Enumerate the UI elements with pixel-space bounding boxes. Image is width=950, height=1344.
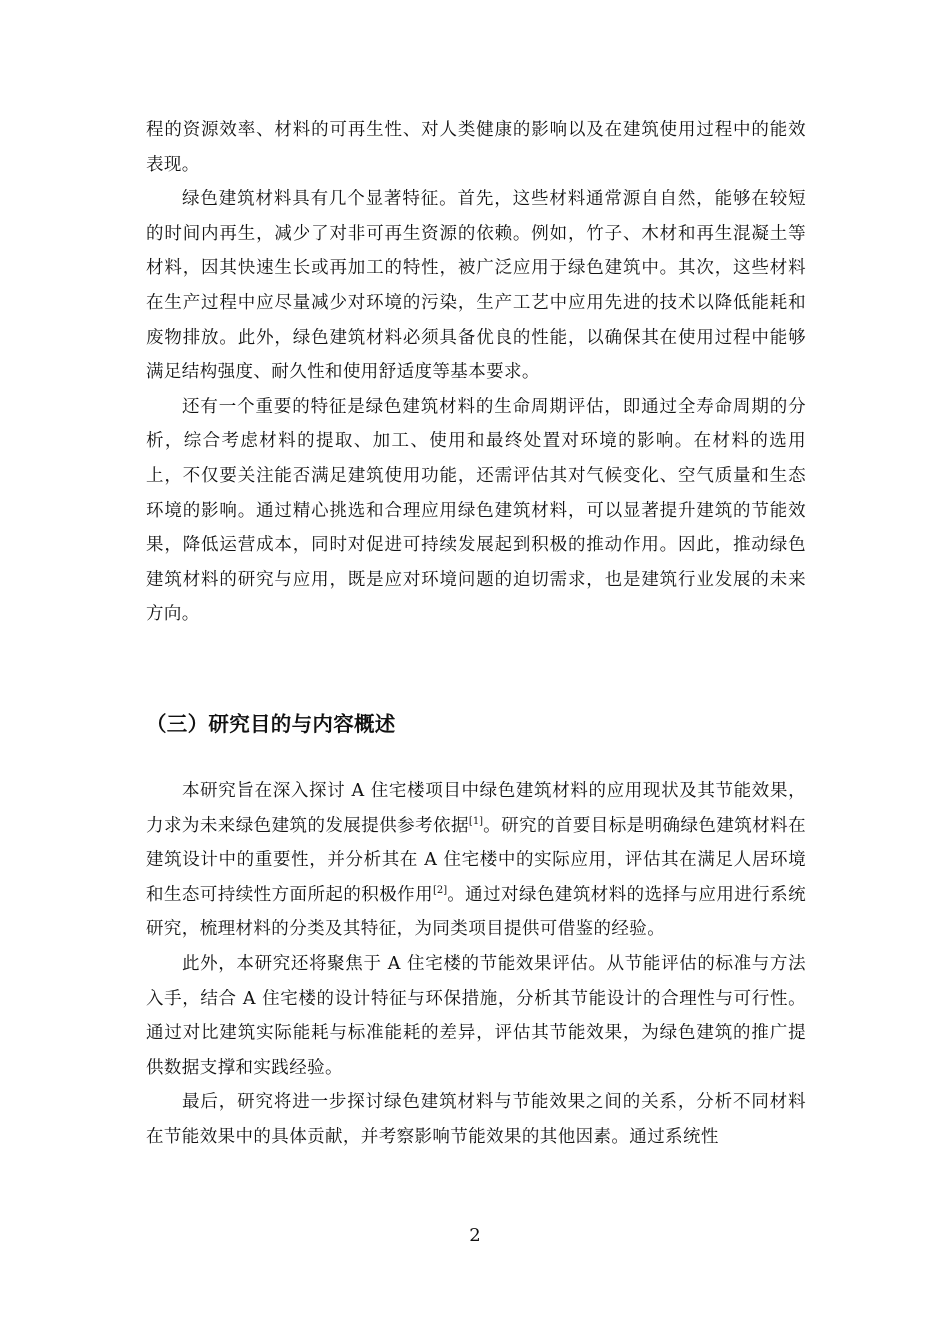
text-segment: 。通过对绿色建筑材料的选择与应用进行系统研究，梳理材料的分类及其特征，为同类项目提供可借鉴的经验。 [146,884,806,940]
text-segment: 本研究旨在深入探讨 A 住宅楼项目中绿色建筑材料的应用现状及其节能效果，力求为未来绿色建筑的发展提供参考依据 [146,781,806,836]
page-number: 2 [469,1225,481,1246]
citation-ref-2: [2] [433,884,448,896]
citation-ref-1: [1] [468,815,484,827]
paragraph-relationship-analysis: 最后，研究将进一步探讨绿色建筑材料与节能效果之间的关系，分析不同材料在节能效果中的具体贡献，并考察影响节能效果的其他因素。通过系统性 [146,1092,806,1147]
section-heading: （三）研究目的与内容概述 [146,712,396,736]
text-segment: 。研究的首要目标是明确绿色建筑材料在建筑设计中的重要性，并分析其在 A 住宅楼中的实际应用，评估其在满足人居环境和生态可持续性方面所起的积极作用 [146,815,807,905]
paragraph-lifecycle-assessment: 还有一个重要的特征是绿色建筑材料的生命周期评估，即通过全寿命周期的分析，综合考虑材料的提取、加工、使用和最终处置对环境的影响。在材料的选用上，不仅要关注能否满足建筑使用功能，还需评估其对气候变化、空气质量和生态环境的影响。通过精心挑选和合理应用绿色建筑材料，可以显著提升建筑的节能效果，降低运营成本，同时对促进可持续发展起到积极的推动作用。因此，推动绿色建筑材料的研究与应用，既是应对环境问题的迫切需求，也是建筑行业发展的未来方向。 [146,396,806,625]
paragraph-research-objective [146,774,806,947]
section-research-text [146,774,806,1155]
paragraph-material-features: 绿色建筑材料具有几个显著特征。首先，这些材料通常源自自然，能够在较短的时间内再生，减少了对非可再生资源的依赖。例如，竹子、木材和再生混凝土等材料，因其快速生长或再加工的特性，被广泛应用于绿色建筑中。其次，这些材料在生产过程中应尽量减少对环境的污染，生产工艺中应用先进的技术以降低能耗和废物排放。此外，绿色建筑材料必须具备优良的性能，以确保其在使用过程中能够满足结构强度、耐久性和使用舒适度等基本要求。 [146,189,806,383]
paragraph-energy-evaluation: 此外，本研究还将聚焦于 A 住宅楼的节能效果评估。从节能评估的标准与方法入手，结合 A 住宅楼的设计特征与环保措施，分析其节能设计的合理性与可行性。通过对比建筑实际能耗与标准能耗的差异，评估其节能效果，为绿色建筑的推广提供数据支撑和实践经验。 [146,953,806,1078]
section-background-text [146,113,806,632]
paragraph-continuation: 程的资源效率、材料的可再生性、对人类健康的影响以及在建筑使用过程中的能效表现。 [146,120,806,175]
